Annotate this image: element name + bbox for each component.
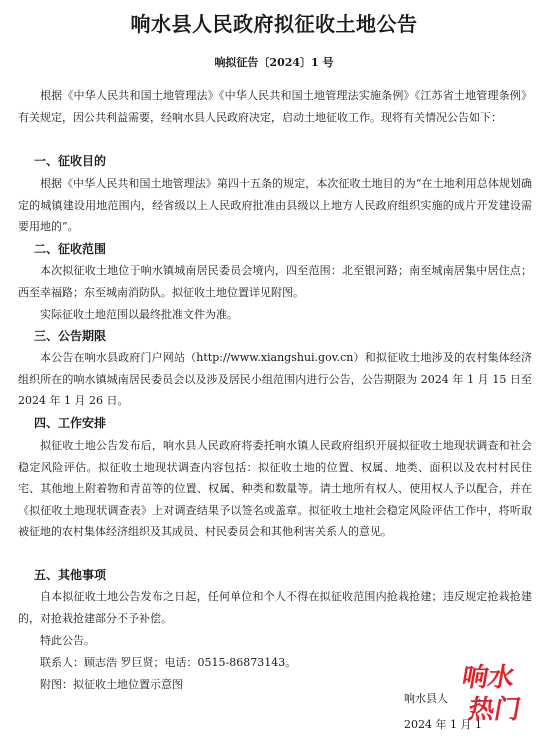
section-heading-purpose: 一、征收目的: [34, 154, 107, 168]
signature-date: 2024 年 1 月 1: [404, 718, 482, 731]
attachment-line: 附图：拟征收土地位置示意图: [40, 678, 183, 691]
contact-line: 联系人：顾志浩 罗巨贤；电话：0515-86873143。: [40, 656, 297, 669]
section-other-paragraph-1: 自本拟征收土地公告发布之日起，任何单位和个人不得在拟征收范围内抢栽抢建；违反规定抢栽抢建的，对抢栽抢建部分不予补偿。: [18, 590, 532, 625]
watermark-logo: [460, 656, 544, 726]
section-scope-paragraph-2: 实际征收土地范围以最终批准文件为准。: [40, 308, 238, 321]
signature-issuer: 响水县人: [404, 692, 448, 705]
closing-line: 特此公告。: [40, 634, 95, 647]
section-heading-period: 三、公告期限: [34, 329, 107, 343]
page-title: 响水县人民政府拟征收土地公告: [130, 12, 418, 36]
document-number: 响拟征告〔2024〕1 号: [214, 56, 334, 69]
section-purpose-paragraph: 根据《中华人民共和国土地管理法》第四十五条的规定，本次征收土地目的为“在土地利用总体规划确定的城镇建设用地范围内，经省级以上人民政府批准由县级以上地方人民政府组织实施的成片开发建设需要用地的”。: [18, 177, 532, 233]
intro-paragraph: 根据《中华人民共和国土地管理法》《中华人民共和国土地管理法实施条例》《江苏省土地管理条例》有关规定，因公共利益需要，经响水县人民政府决定，启动土地征收工作。现将有关情况公告如下：: [18, 89, 532, 124]
section-arrangement-paragraph: 拟征收土地公告发布后，响水县人民政府将委托响水镇人民政府组织开展拟征收土地现状调查和社会稳定风险评估。拟征收土地现状调查内容包括：拟征收土地的位置、权属、地类、面积以及农村村民住宅、其他地上附着物和青苗等的位置、权属、种类和数量等。请土地所有权人、使用权人予以配合，并在《拟征收土地现状调查表》上对调查结果予以签名或盖章。拟征收土地社会稳定风险评估工作中，将听取被征地的农村集体经济组织及其成员、村民委员会和其他利害关系人的意见。: [18, 439, 532, 538]
section-scope-paragraph-1: 本次拟征收土地位于响水镇城南居民委员会境内，四至范围：北至银河路；南至城南居集中居住点；西至幸福路；东至城南消防队。拟征收土地位置详见附图。: [18, 264, 532, 299]
logo-line-1: 响水: [460, 663, 517, 693]
section-period-paragraph: 本公告在响水县政府门户网站（http://www.xiangshui.gov.cn）和拟征收土地涉及的农村集体经济组织所在的响水镇城南居民委员会以及涉及居民小组范围内进行公告，公告期限为 2024 年 1 月 15 日至 2024 年 1 月 26 日。: [18, 351, 532, 407]
logo-line-2: 热门: [465, 695, 524, 725]
section-heading-arrangement: 四、工作安排: [34, 416, 107, 430]
section-heading-scope: 二、征收范围: [34, 242, 107, 256]
section-heading-other: 五、其他事项: [34, 568, 107, 582]
